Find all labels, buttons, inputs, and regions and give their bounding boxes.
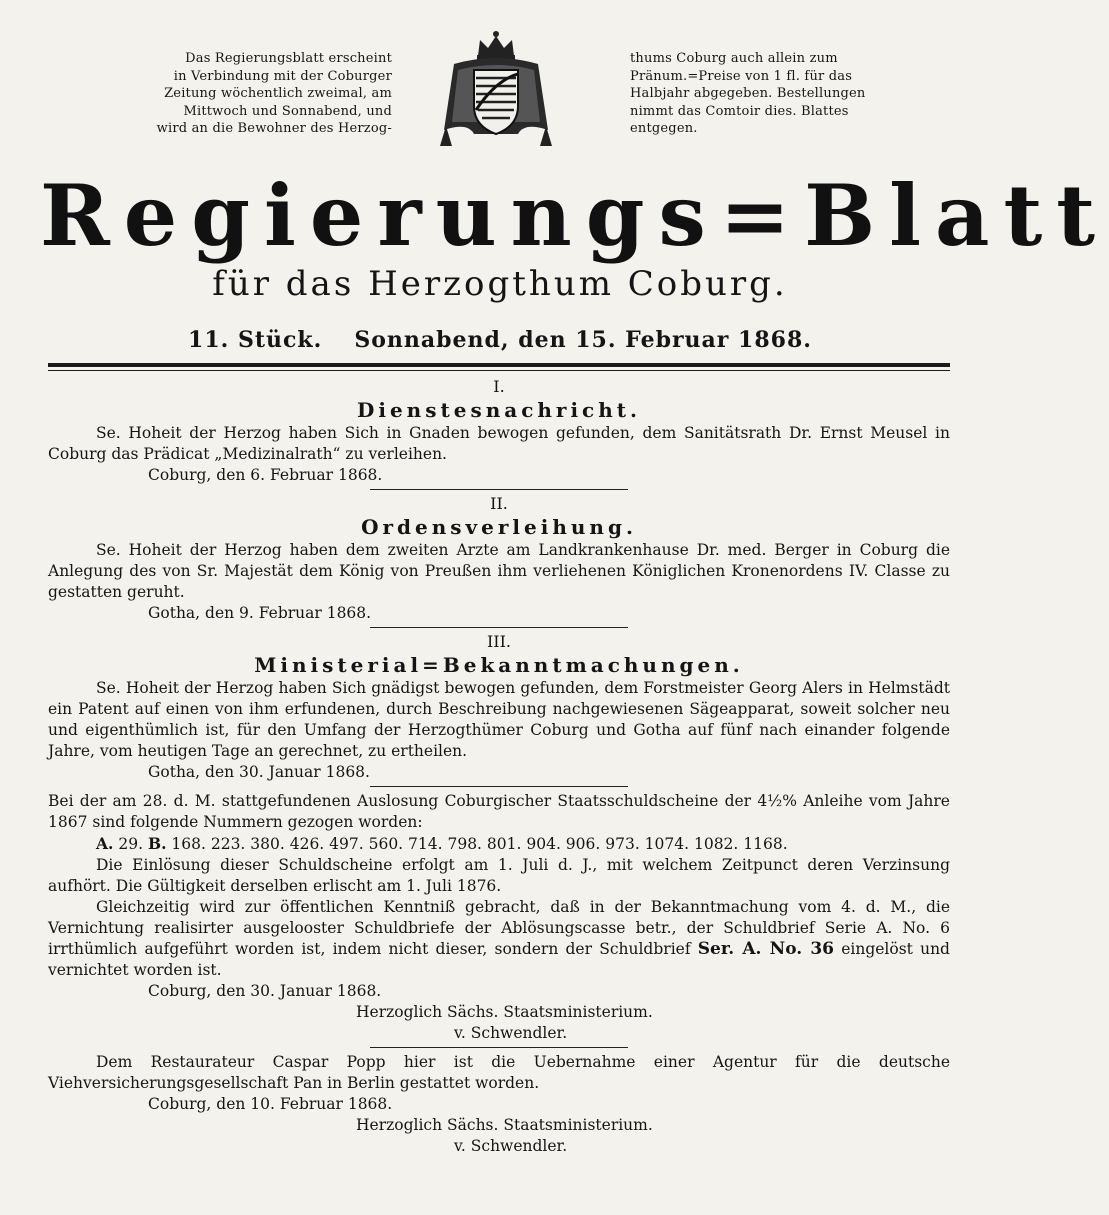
notice-line: Halbjahr abgegeben. Bestellungen [630,86,866,101]
dateline: Gotha, den 9. Februar 1868. [148,604,372,622]
correction-text-part: Gleichzeitig wird zur öffentlichen Kenntniß gebracht, daß in der Bekanntmachung vom 4. d. M., die Vernichtung realisirter ausgelooster Schuldbriefe der Ablösungscasse betr., der Schuldbrief Serie A. No. 6 irrthümlich aufgeführt worden ist, indem nicht dieser, sondern der Schuldbrief [48,898,950,958]
agency-body: Dem Restaurateur Caspar Popp hier ist die Uebernahme einer Agentur für die deutsche Viehversicherungsgesellschaft Pan in Berlin gestattet worden. [48,1053,950,1092]
subscription-notice-left [92,50,392,138]
notice-line: wird an die Bewohner des Herzog- [156,121,392,136]
notice-line: entgegen. [630,121,698,136]
notice-line: Zeitung wöchentlich zweimal, am [164,86,392,101]
subscription-notice-right [630,50,900,138]
notice-line: Das Regierungsblatt erscheint [185,51,392,66]
section-divider [370,627,628,628]
redemption-text: Die Einlösung dieser Schuldscheine erfolgt am 1. Juli d. J., mit welchem Zeitpunct deren Verzinsung aufhört. Die Gültigkeit derselben erlischt am 1. Juli 1876. [48,856,950,895]
issue-number: 11. Stück. [188,327,323,353]
ducal-coat-of-arms-icon [428,30,564,150]
gazette-content [48,375,950,1157]
corrected-bond-number: Ser. A. No. 36 [697,939,835,959]
series-a-label: A. [96,834,114,853]
notice-line: Pränum.=Preise von 1 fl. für das [630,68,853,84]
masthead-rule-thin [48,370,950,371]
section-heading: Ministerial=Bekanntmachungen. [254,653,744,677]
signature-name: v. Schwendler. [454,1137,568,1155]
drawn-numbers [48,833,950,855]
section-divider [370,786,628,787]
section-heading: Dienstesnachricht. [357,398,641,422]
section-body: Se. Hoheit der Herzog haben Sich in Gnaden bewogen gefunden, dem Sanitätsrath Dr. Ernst Meusel in Coburg das Prädicat „Medizinalrath“ zu verleihen. [48,424,950,463]
notice-line: in Verbindung mit der Coburger [173,68,392,84]
notice-line: Mittwoch und Sonnabend, und [183,103,392,119]
notice-line: thums Coburg auch allein zum [630,51,838,66]
newspaper-subtitle: für das Herzogthum Coburg. [212,264,788,304]
signature-name: v. Schwendler. [454,1024,568,1042]
bond-drawing-notice [48,791,950,1044]
correction-text-part: eingelöst und vernichtet worden ist. [48,940,950,979]
section-number: III. [486,632,512,651]
series-b-label: B. [147,834,167,853]
dateline: Coburg, den 6. Februar 1868. [148,466,383,484]
section-dienstesnachricht [48,377,950,486]
section-ministerial [48,632,950,783]
dateline: Coburg, den 30. Januar 1868. [148,982,382,1000]
newspaper-title: Regierungs=Blatt [40,166,1109,265]
section-heading: Ordensverleihung. [361,515,637,539]
section-number: I. [493,377,505,396]
agency-notice [48,1052,950,1157]
notice-line: nimmt das Comtoir dies. Blattes [630,103,849,119]
section-divider [370,1047,628,1048]
issue-date: Sonnabend, den 15. Februar 1868. [354,327,812,353]
section-ordensverleihung [48,494,950,624]
bond-intro: Bei der am 28. d. M. stattgefundenen Auslosung Coburgischer Staatsschuldscheine der 4½% Anleihe vom Jahre 1867 sind folgende Nummern gezogen worden: [48,792,950,831]
signature-office: Herzoglich Sächs. Staatsministerium. [356,1003,653,1021]
masthead-rule [48,363,950,367]
signature-office: Herzoglich Sächs. Staatsministerium. [356,1116,653,1134]
section-body: Se. Hoheit der Herzog haben Sich gnädigst bewogen gefunden, dem Forstmeister Georg Alers in Helmstädt ein Patent auf einen von ihm erfundenen, durch Beschreibung nachgewiesenen Sägeapparat, soweit solcher neu und eigenthümlich ist, für den Umfang der Herzogthümer Coburg und Gotha auf fünf nach einander folgende Jahre, vom heutigen Tage an gerechnet, zu ertheilen. [48,679,950,760]
series-b-numbers: 168. 223. 380. 426. 497. 560. 714. 798. 801. 904. 906. 973. 1074. 1082. 1168. [171,835,788,853]
dateline: Gotha, den 30. Januar 1868. [148,763,370,781]
series-a-numbers: 29. [118,835,144,853]
section-divider [370,489,628,490]
section-number: II. [490,494,508,513]
correction-text [48,897,950,981]
dateline: Coburg, den 10. Februar 1868. [148,1095,393,1113]
section-body: Se. Hoheit der Herzog haben dem zweiten Arzte am Landkrankenhause Dr. med. Berger in Coburg die Anlegung des von Sr. Majestät dem König von Preußen ihm verliehenen Königlichen Kronenordens IV. Classe zu gestatten geruht. [48,541,950,601]
issue-line [0,326,1000,355]
